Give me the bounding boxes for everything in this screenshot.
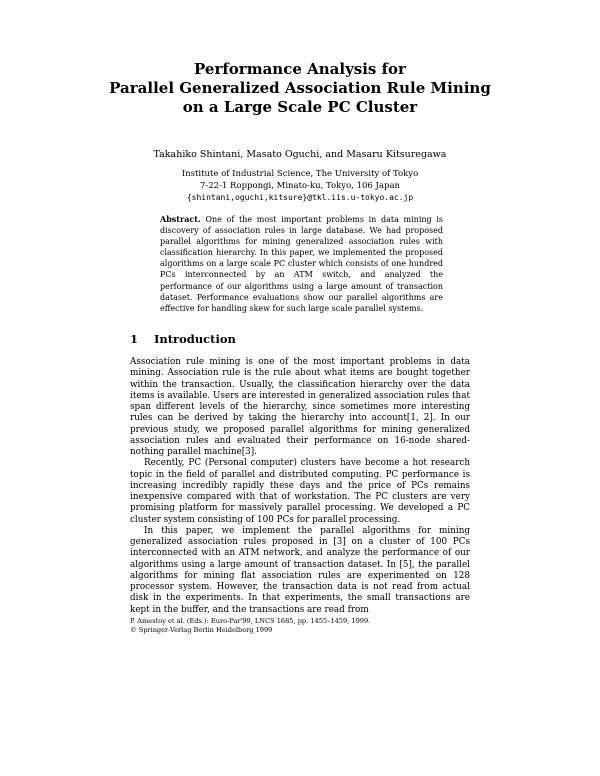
section-heading	[130, 332, 470, 346]
publication-footer	[130, 617, 470, 635]
abstract-label: Abstract.	[160, 214, 201, 224]
section-body	[130, 357, 470, 616]
abstract-text: One of the most important problems in data mining is discovery of association rules in large database. We had proposed parallel algorithms for mining generalized association rules with classification hierarchy. In this paper, we implemented the proposed algorithms on a large scale PC cluster which consists of one hundred PCs interconnected by an ATM switch, and analyzed the performance of our algorithms using a large amount of transaction dataset. Performance evaluations show our parallel algorithms are effective for handling skew for such large scale parallel systems.	[160, 215, 443, 313]
copyright-line: © Springer-Verlag Berlin Heidelberg 1999	[130, 626, 273, 634]
section-number: 1	[130, 332, 139, 346]
title-line: Performance Analysis for	[194, 60, 406, 78]
citation-line: P. Amestoy et al. (Eds.): Euro-Par'99, LNCS 1685, pp. 1455–1459, 1999.	[130, 617, 371, 625]
body-paragraph: In this paper, we implement the parallel algorithms for mining generalized association rules proposed in [3] on a cluster of 100 PCs interconnected with an ATM network, and analyze the performance of our algorithms using a large amount of transaction dataset. In [5], the parallel algorithms for mining flat association rules are experimented on 128 processor system. However, the transaction data is not read from actual disk in the experiments. In that experiments, the small transactions are kept in the buffer, and the transactions are read from	[130, 525, 470, 615]
paper-title	[100, 60, 500, 117]
title-line: Parallel Generalized Association Rule Mining	[109, 79, 491, 97]
author-list: Takahiko Shintani, Masato Oguchi, and Masaru Kitsuregawa	[153, 149, 447, 160]
body-paragraph: Association rule mining is one of the most important problems in data mining. Association rule is the rule about what items are bought together within the transaction. Usually, the classification hierarchy over the data items is available. Users are interested in generalized association rules that span different levels of the hierarchy, since sometimes more interesting rules can be derived by taking the hierarchy into account[1, 2]. In our previous study, we proposed parallel algorithms for mining generalized association rules and evaluated their performance on 16-node shared-nothing parallel machine[3].	[130, 357, 470, 457]
affiliation-line: Institute of Industrial Science, The University of Tokyo	[181, 169, 419, 179]
affiliation	[100, 169, 500, 204]
affiliation-line: 7-22-1 Roppongi, Minato-ku, Tokyo, 106 Japan	[199, 180, 400, 191]
title-line: on a Large Scale PC Cluster	[182, 98, 418, 116]
body-paragraph: Recently, PC (Personal computer) clusters have become a hot research topic in the field of parallel and distributed computing. PC performance is increasing incredibly rapidly these days and the price of PCs remains inexpensive compared with that of workstation. The PC clusters are very promising platform for massively parallel processing. We developed a PC cluster system consisting of 100 PCs for parallel processing.	[130, 458, 470, 525]
author-emails: {shintani,oguchi,kitsure}@tkl.iis.u-tokyo.ac.jp	[186, 193, 414, 202]
section-title: Introduction	[154, 332, 236, 346]
abstract	[160, 214, 443, 314]
